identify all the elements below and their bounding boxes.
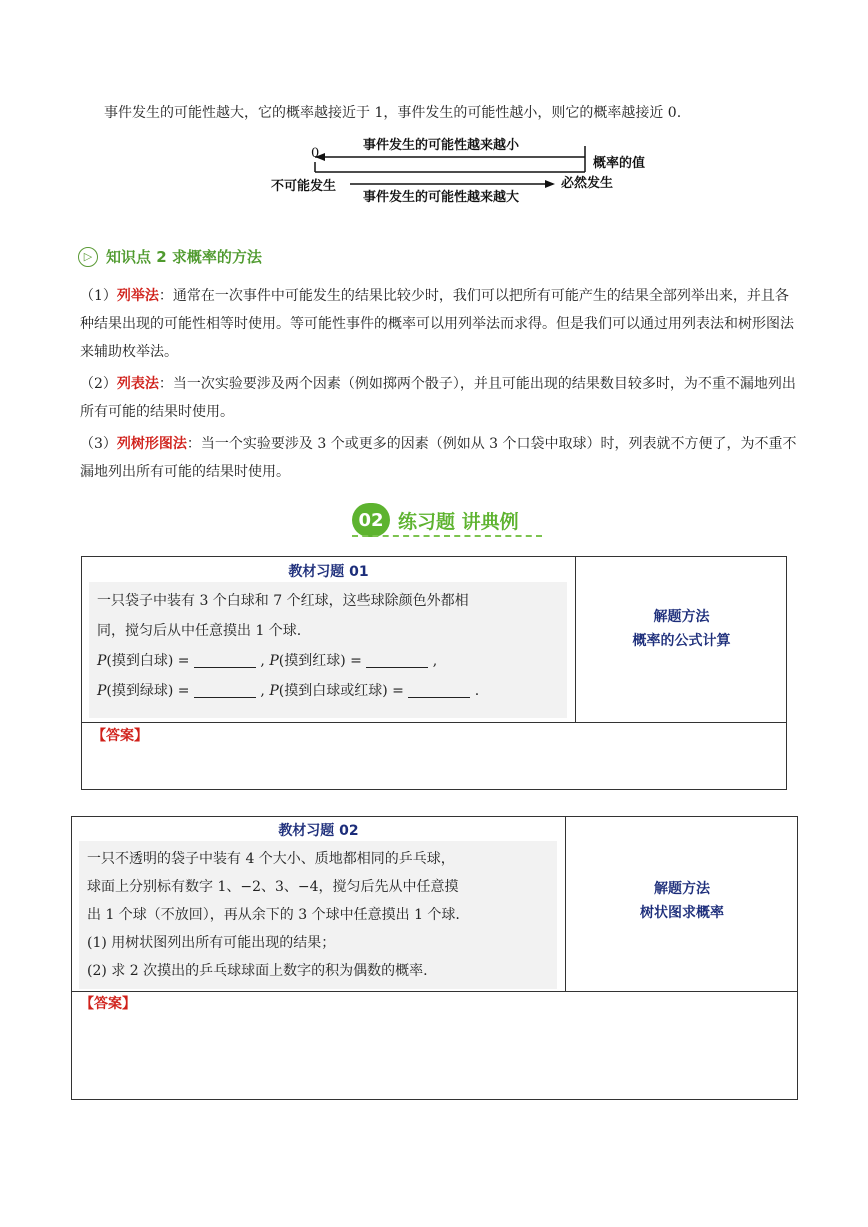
right-label-bottom: 必然发生 (561, 176, 614, 191)
question-line: 同，搅匀后从中任意摸出 1 个球. (97, 623, 302, 639)
answer-blank[interactable] (194, 651, 256, 668)
exercise-1-table (81, 556, 787, 790)
exercise-1-method (575, 605, 788, 653)
method-text: 树状图求概率 (640, 905, 724, 921)
play-circle-icon: ▷ (78, 247, 98, 267)
question-line: 一只不透明的袋子中装有 4 个大小、质地都相同的乒乓球， (87, 851, 455, 867)
intro-text: 事件发生的可能性越大，它的概率越接近于 1，事件发生的可能性越小，则它的概率越接近 0. (104, 105, 682, 121)
banner-title: 练习题 讲典例 (398, 510, 519, 533)
answer-blank[interactable] (194, 681, 256, 698)
left-label: 不可能发生 (271, 179, 337, 194)
zero-label: 0 (311, 146, 320, 161)
method-index: （2） (80, 376, 117, 392)
method-name: 列举法 (116, 288, 159, 304)
answer-blank[interactable] (408, 681, 470, 698)
exercise-2-method (565, 877, 799, 925)
question-line: 一只袋子中装有 3 个白球和 7 个红球，这些球除颜色外都相 (97, 593, 469, 609)
question-line: (2) 求 2 次摸出的乒乓球球面上数字的积为偶数的概率. (87, 963, 428, 979)
method-title: 解题方法 (653, 609, 710, 625)
right-label-top: 概率的值 (593, 156, 646, 171)
question-line: 出 1 个球（不放回），再从余下的 3 个球中任意摸出 1 个球. (87, 907, 460, 923)
answer-blank[interactable] (366, 651, 428, 668)
exercise-2-title: 教材习题 02 (278, 823, 359, 839)
top-label: 事件发生的可能性越来越小 (363, 138, 520, 153)
method-text: ：当一次实验要涉及两个因素（例如掷两个骰子），并且可能出现的结果数目较多时，为不重不漏地列出所有可能的结果时使用。 (80, 376, 796, 420)
question-line: P(摸到绿球) = , P(摸到白球或红球) = . (97, 683, 480, 699)
knowledge-point-heading (78, 246, 262, 267)
knowledge-point-title: 知识点 2 求概率的方法 (106, 248, 262, 266)
banner-number: 02 (352, 503, 390, 537)
method-index: （1） (80, 288, 117, 304)
question-line: (1) 用树状图列出所有可能出现的结果； (87, 935, 336, 951)
bottom-label: 事件发生的可能性越来越大 (363, 190, 520, 205)
method-item (80, 430, 800, 486)
exercise-2-table (71, 816, 798, 1100)
banner-underline (352, 535, 542, 537)
method-text: 概率的公式计算 (632, 633, 731, 649)
exercise-1-title: 教材习题 01 (288, 564, 369, 580)
question-line: P(摸到白球) = , P(摸到红球) = , (97, 653, 438, 669)
method-item (80, 370, 800, 426)
practice-banner (352, 503, 519, 537)
method-item (80, 282, 800, 366)
method-index: （3） (80, 436, 117, 452)
question-line: 球面上分别标有数字 1、−2、3、−4，搅匀后先从中任意摸 (87, 879, 459, 895)
exercise-1-answer-label: 【答案】 (92, 728, 148, 744)
method-text: ：通常在一次事件中可能发生的结果比较少时，我们可以把所有可能产生的结果全部列举出来，并且各种结果出现的可能性相等时使用。等可能性事件的概率可以用列举法而求得。但是我们可以通过用列表法和树形图法来辅助枚举法。 (80, 288, 794, 360)
method-text: ：当一个实验要涉及 3 个或更多的因素（例如从 3 个口袋中取球）时，列表就不方便了，为不重不漏地列出所有可能的结果时使用。 (80, 436, 797, 480)
exercise-2-answer-label: 【答案】 (80, 996, 136, 1012)
method-title: 解题方法 (654, 881, 710, 897)
probability-scale-diagram (255, 128, 675, 208)
exercise-1-question (89, 582, 567, 718)
exercise-2-question (79, 841, 557, 989)
method-name: 列树形图法 (116, 436, 187, 452)
method-name: 列表法 (116, 376, 159, 392)
